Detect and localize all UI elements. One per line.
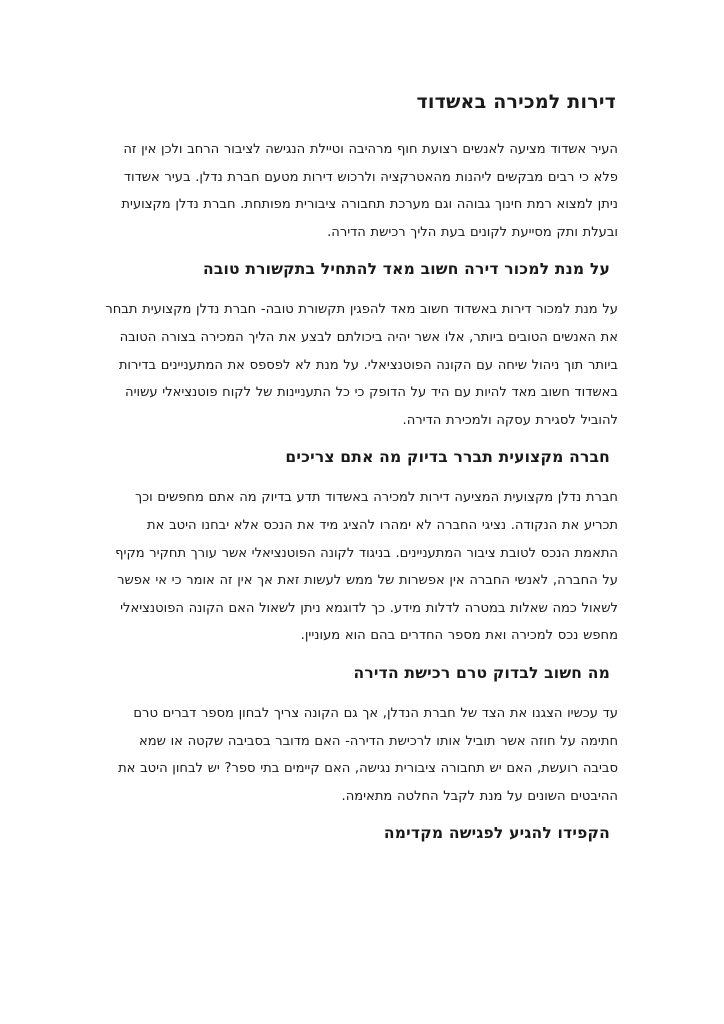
section-heading-communication: על מנת למכור דירה חשוב מאד להתחיל בתקשורת טובה	[203, 260, 610, 279]
intro-paragraph: העיר אשדוד מציעה לאנשים רצועת חוף מרהיבה וטיילת הנגישה לציבור הרחב ולכן אין זה פלא כי רבים מבקשים ליהנות מהאטרקציה ולרכוש דירות מטעם חברת נדלן. בעיר אשדוד ניתן למצוא רמת חינוך גבוהה וגם מערכת תחבורה ציבורית מפותחת. חברת נדלן מקצועית ובעלת ותק מסייעת לקונים בעת הליך רכישת הדירה.	[121, 142, 618, 240]
section-heading-professional-company: חברה מקצועית תברר בדיוק מה אתם צריכים	[285, 448, 610, 467]
page-title: דירות למכירה באשדוד	[416, 91, 616, 113]
section-paragraph-professional-company: חברת נדלן מקצועית המציעה דירות למכירה באשדוד תדע בדיוק מה אתם מחפשים וכך תכריע את הנקודה. נציגי החברה לא ימהרו להציג מיד את הנכס אלא יבחנו היטב את התאמת הנכס לטובת ציבור המתעניינים. בניגוד לקונה הפוטנציאלי אשר עורך תחקיר מקיף על החברה, לאנשי החברה אין אפשרות של ממש לעשות זאת אך אין זה אומר כי אי אפשר לשאול כמה שאלות במטרה לדלות מידע. כך לדוגמא ניתן לשאול האם הקונה הפוטנציאלי מחפש נכס למכירה ואת מספר החדרים בהם הוא מעוניין.	[115, 490, 618, 644]
section-paragraph-before-purchase: עד עכשיו הצגנו את הצד של חברת הנדלן, אך גם הקונה צריך לבחון מספר דברים טרם חתימה על חוזה אשר תוביל אותו לרכישת הדירה- האם מדובר בסביבה שקטה או שמא סביבה רועשת, האם יש תחבורה ציבורית נגישה, האם קיימים בתי ספר? יש לבחון היטב את ההיבטים השונים על מנת לקבל החלטה מתאימה.	[118, 705, 618, 804]
section-paragraph-communication: על מנת למכור דירות באשדוד חשוב מאד להפגין תקשורת טובה- חברת נדלן מקצועית תבחר את האנשים הטובים ביותר, אלו אשר יהיה ביכולתם לבצע את הליך המכירה בצורה הטובה ביותר תוך ניהול שיחה עם הקונה הפוטנציאלי. על מנת לא לפספס את המתעניינים בדירות באשדוד חשוב מאד להיות עם היד על הדופק כי כל התעניינות של לקוח פוטנציאלי עשויה להוביל לסגירת עסקה ולמכירת הדירה.	[105, 302, 618, 428]
section-heading-before-purchase: מה חשוב לבדוק טרם רכישת הדירה	[353, 663, 610, 682]
article	[104, 84, 618, 848]
section-heading-preliminary-meeting: הקפידו להגיע לפגישה מקדימה	[383, 824, 610, 843]
